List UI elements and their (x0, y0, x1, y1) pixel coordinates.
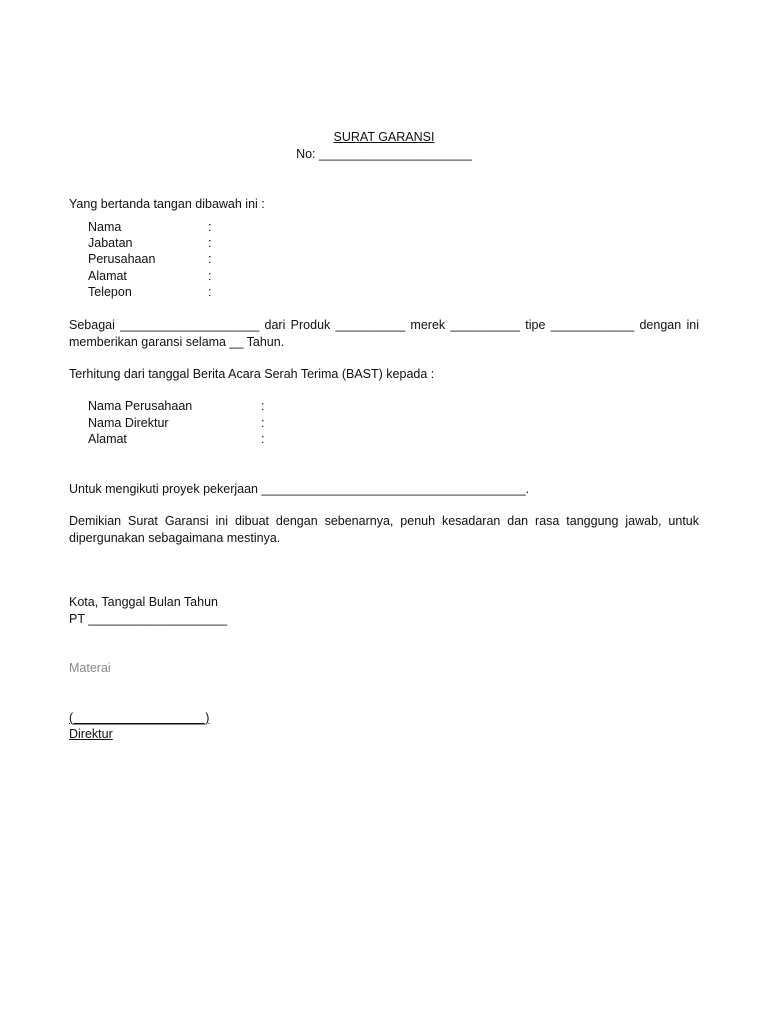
signer-position: Direktur (69, 727, 113, 741)
closing-paragraph: Demikian Surat Garansi ini dibuat dengan sebenarnya, penuh kesadaran dan rasa tanggung jawab, untuk dipergunakan sebagaimana mestinya. (69, 514, 699, 545)
field-colon-nama-direktur: : (261, 416, 265, 430)
field-label-perusahaan: Perusahaan (88, 252, 156, 266)
guarantee-paragraph: Sebagai ____________________ dari Produk __________ merek __________ tipe ____________ dengan ini memberikan garansi selama __ Tahun. (69, 318, 699, 349)
field-label-nama-perusahaan: Nama Perusahaan (88, 399, 193, 413)
field-colon-alamat: : (208, 269, 212, 283)
field-colon-nama-perusahaan: : (261, 399, 265, 413)
counted-from-text: Terhitung dari tanggal Berita Acara Serah Terima (BAST) kepada : (69, 367, 435, 381)
city-date-line: Kota, Tanggal Bulan Tahun (69, 595, 218, 609)
intro-text: Yang bertanda tangan dibawah ini : (69, 197, 265, 211)
field-label-alamat-penerima: Alamat (88, 432, 127, 446)
field-label-nama-direktur: Nama Direktur (88, 416, 169, 430)
project-text: Untuk mengikuti proyek pekerjaan ______________________________________. (69, 482, 530, 496)
signature-line: (___________________) (69, 711, 210, 725)
stamp-placeholder: Materai (69, 661, 111, 675)
field-label-telepon: Telepon (88, 285, 132, 299)
field-label-nama: Nama (88, 220, 122, 234)
field-colon-jabatan: : (208, 236, 212, 250)
company-line: PT ____________________ (69, 612, 228, 626)
document-number: No: ______________________ (296, 147, 472, 161)
field-colon-telepon: : (208, 285, 212, 299)
field-label-jabatan: Jabatan (88, 236, 133, 250)
field-colon-alamat-penerima: : (261, 432, 265, 446)
field-label-alamat: Alamat (88, 269, 127, 283)
field-colon-nama: : (208, 220, 212, 234)
document-title: SURAT GARANSI (333, 130, 435, 144)
field-colon-perusahaan: : (208, 252, 212, 266)
